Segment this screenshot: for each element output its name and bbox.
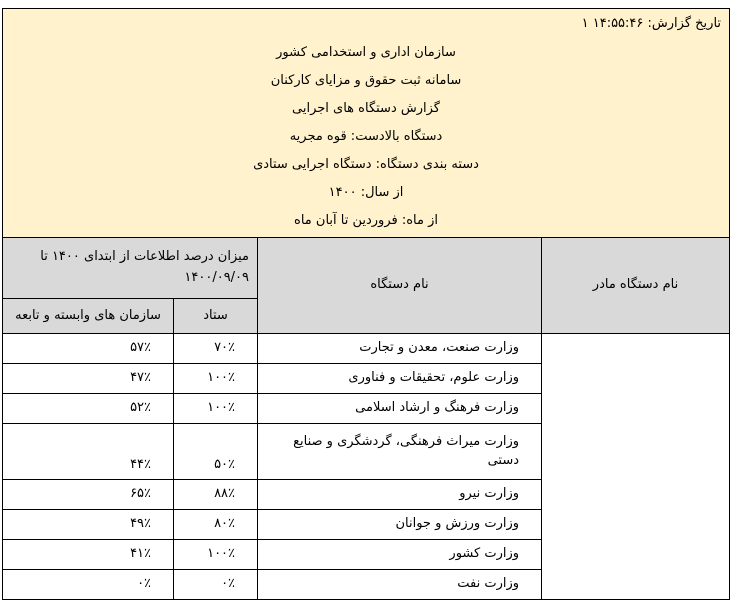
- table-row: [3, 334, 730, 364]
- hq-percent-cell: ۸۸٪: [174, 480, 258, 510]
- parent-org-header: نام دستگاه مادر: [542, 238, 730, 334]
- org-name-cell: وزارت علوم، تحقیقات و فناوری: [258, 364, 542, 394]
- hq-header: ستاد: [174, 299, 258, 334]
- affiliated-percent-cell: ۵۲٪: [3, 394, 174, 424]
- hq-percent-cell: ۸۰٪: [174, 510, 258, 540]
- header-line-category: دسته بندی دستگاه: دستگاه اجرایی ستادی: [253, 157, 479, 172]
- org-name-cell: وزارت فرهنگ و ارشاد اسلامی: [258, 394, 542, 424]
- affiliated-header: سازمان های وابسته و تابعه: [3, 299, 174, 334]
- org-name-cell: وزارت نیرو: [258, 480, 542, 510]
- report-header-row: [3, 9, 730, 238]
- org-name-cell: وزارت نفت: [258, 570, 542, 600]
- report-header: [3, 9, 730, 238]
- header-line-report-title: گزارش دستگاه های اجرایی: [292, 101, 440, 116]
- affiliated-percent-cell: ۴۴٪: [3, 424, 174, 480]
- hq-percent-cell: ۰٪: [174, 570, 258, 600]
- affiliated-percent-cell: ۵۷٪: [3, 334, 174, 364]
- percent-header-text: میزان درصد اطلاعات از ابتدای ۱۴۰۰ تا ۱۴۰۰/۰۹/۰۹: [40, 249, 250, 286]
- report-date: تاریخ گزارش: ۱۴:۵۵:۴۶ ۱: [581, 16, 722, 31]
- affiliated-percent-cell: ۰٪: [3, 570, 174, 600]
- header-line-from-month: از ماه: فروردین تا آبان ماه: [294, 213, 438, 228]
- org-name-cell: وزارت کشور: [258, 540, 542, 570]
- affiliated-percent-cell: ۴۹٪: [3, 510, 174, 540]
- column-header-row: [3, 238, 730, 299]
- header-line-organization: سازمان اداری و استخدامی کشور: [276, 45, 456, 60]
- hq-percent-cell: ۱۰۰٪: [174, 364, 258, 394]
- org-name-cell: وزارت صنعت، معدن و تجارت: [258, 334, 542, 364]
- percent-header: [3, 238, 258, 299]
- hq-percent-cell: ۵۰٪: [174, 424, 258, 480]
- header-line-system: سامانه ثبت حقوق و مزایای کارکنان: [270, 73, 462, 88]
- header-line-from-year: از سال: ۱۴۰۰: [328, 185, 404, 200]
- hq-percent-cell: ۱۰۰٪: [174, 540, 258, 570]
- org-name-header: نام دستگاه: [258, 238, 542, 334]
- hq-percent-cell: ۷۰٪: [174, 334, 258, 364]
- header-line-parent-branch: دستگاه بالادست: قوه مجریه: [289, 129, 443, 144]
- affiliated-percent-cell: ۴۱٪: [3, 540, 174, 570]
- report-table: [2, 8, 730, 600]
- parent-org-cell: [542, 334, 730, 600]
- affiliated-percent-cell: ۶۵٪: [3, 480, 174, 510]
- hq-percent-cell: ۱۰۰٪: [174, 394, 258, 424]
- org-name-cell: وزارت میراث فرهنگی، گردشگری و صنایع دستی: [258, 424, 542, 480]
- org-name-cell: وزارت ورزش و جوانان: [258, 510, 542, 540]
- affiliated-percent-cell: ۴۷٪: [3, 364, 174, 394]
